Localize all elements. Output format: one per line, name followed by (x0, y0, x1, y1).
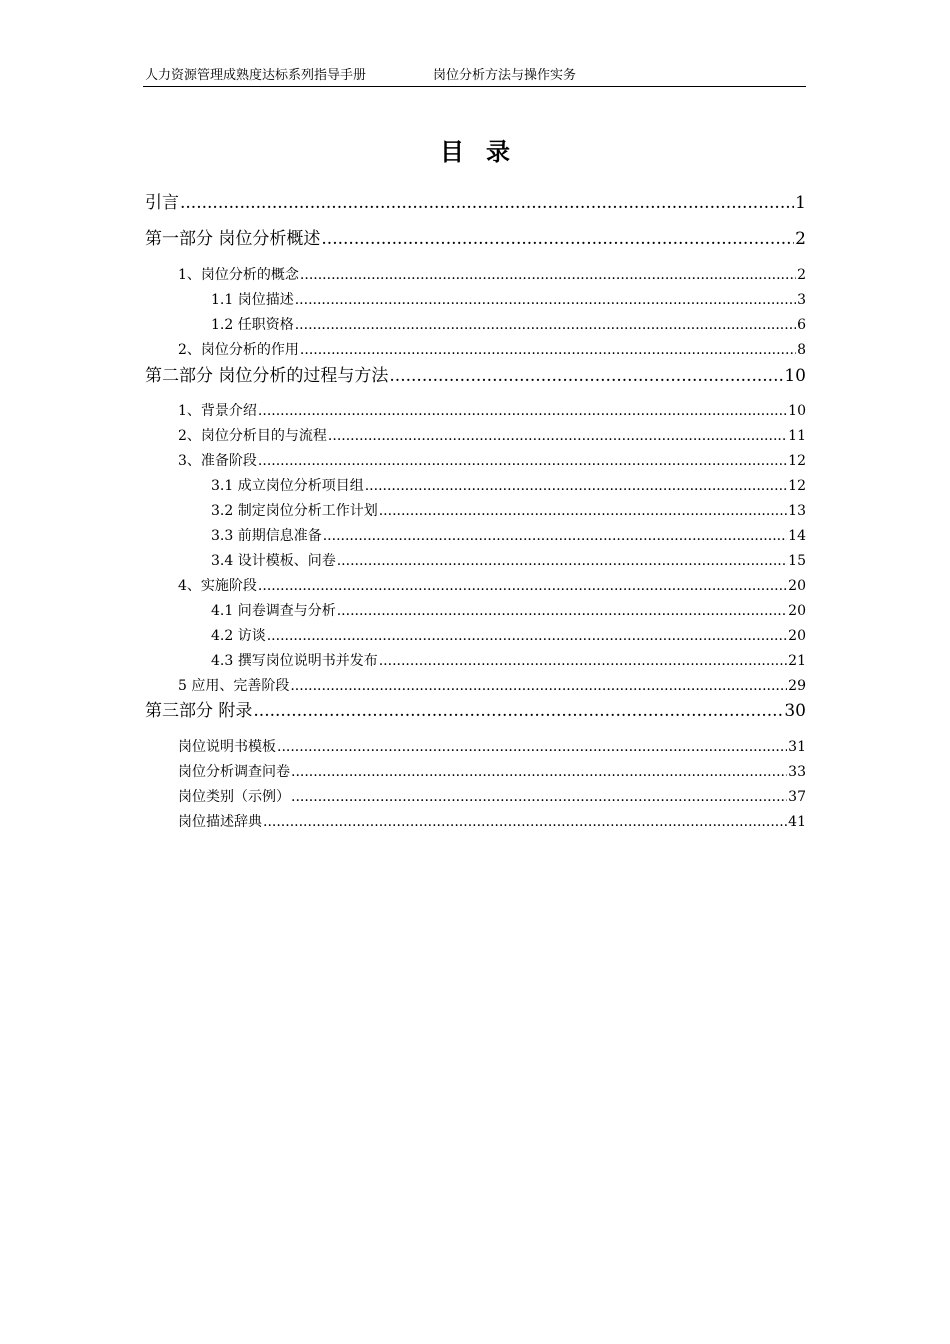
toc-entry[interactable] (211, 477, 806, 495)
toc-entry[interactable] (178, 813, 806, 831)
toc-entry[interactable] (145, 365, 806, 387)
toc-leader-dots (300, 266, 796, 284)
toc-page-number: 10 (784, 366, 806, 386)
toc-leader-dots (389, 365, 783, 387)
toc-leader-dots (337, 602, 787, 620)
toc-entry-label: 岗位分析调查问卷 (178, 764, 290, 780)
toc-leader-dots (379, 652, 787, 670)
header-manual-series: 人力资源管理成熟度达标系列指导手册 (145, 68, 367, 83)
toc-page-number: 2 (797, 267, 806, 283)
toc-entry[interactable] (178, 427, 806, 445)
toc-entry[interactable] (211, 316, 806, 334)
toc-entry-label: 第二部分 岗位分析的过程与方法 (145, 366, 389, 386)
toc-entry-label: 岗位类别（示例） (178, 789, 290, 805)
toc-page-number: 41 (788, 814, 806, 830)
toc-page-number: 3 (797, 292, 806, 308)
toc-entry-label: 1.2 任职资格 (211, 317, 294, 333)
toc-entry-label: 2、岗位分析的作用 (178, 342, 299, 358)
header-document-title: 岗位分析方法与操作实务 (433, 68, 577, 83)
toc-entry-label: 岗位描述辞典 (178, 814, 262, 830)
toc-entry[interactable] (178, 577, 806, 595)
toc-page-number: 37 (788, 789, 806, 805)
toc-leader-dots (267, 627, 787, 645)
toc-entry[interactable] (178, 402, 806, 420)
toc-entry[interactable] (145, 700, 806, 722)
toc-entry[interactable] (211, 602, 806, 620)
toc-page-number: 21 (788, 653, 806, 669)
toc-leader-dots (379, 502, 787, 520)
toc-page-number: 30 (784, 701, 806, 721)
toc-page-number: 33 (788, 764, 806, 780)
toc-leader-dots (258, 452, 787, 470)
toc-leader-dots (290, 677, 787, 695)
toc-leader-dots (291, 788, 787, 806)
toc-entry-label: 5 应用、完善阶段 (178, 678, 290, 694)
toc-entry[interactable] (178, 266, 806, 284)
toc-entry-label: 3.2 制定岗位分析工作计划 (211, 503, 378, 519)
toc-entry-label: 1.1 岗位描述 (211, 292, 294, 308)
toc-page-number: 31 (788, 739, 806, 755)
toc-entry[interactable] (211, 291, 806, 309)
toc-page-number: 15 (788, 553, 806, 569)
toc-leader-dots (295, 291, 796, 309)
toc-entry[interactable] (211, 552, 806, 570)
toc-entry[interactable] (178, 788, 806, 806)
toc-entry-label: 岗位说明书模板 (178, 739, 276, 755)
toc-entry[interactable] (178, 452, 806, 470)
toc-leader-dots (328, 427, 787, 445)
toc-entry-label: 引言 (145, 193, 179, 213)
toc-entry-label: 2、岗位分析目的与流程 (178, 428, 327, 444)
toc-entry[interactable] (178, 738, 806, 756)
toc-leader-dots (295, 316, 796, 334)
toc-entry-label: 3.3 前期信息准备 (211, 528, 322, 544)
toc-leader-dots (291, 763, 787, 781)
toc-page-number: 29 (788, 678, 806, 694)
toc-entry[interactable] (211, 502, 806, 520)
toc-entry-label: 3、准备阶段 (178, 453, 257, 469)
toc-entry[interactable] (211, 527, 806, 545)
toc-leader-dots (258, 577, 787, 595)
toc-leader-dots (180, 192, 794, 214)
toc-page-number: 20 (788, 578, 806, 594)
toc-leader-dots (263, 813, 787, 831)
toc-entry-label: 4.2 访谈 (211, 628, 266, 644)
toc-entry-label: 1、岗位分析的概念 (178, 267, 299, 283)
toc-entry-label: 4.1 问卷调查与分析 (211, 603, 336, 619)
toc-entry-label: 4、实施阶段 (178, 578, 257, 594)
toc-page-number: 20 (788, 603, 806, 619)
toc-entry[interactable] (145, 192, 806, 214)
toc-leader-dots (321, 228, 794, 250)
toc-entry[interactable] (178, 763, 806, 781)
toc-page-number: 14 (788, 528, 806, 544)
toc-leader-dots (300, 341, 796, 359)
toc-page-number: 10 (788, 403, 806, 419)
toc-entry[interactable] (145, 228, 806, 250)
toc-leader-dots (365, 477, 787, 495)
toc-leader-dots (337, 552, 787, 570)
toc-page-number: 2 (795, 229, 806, 249)
toc-entry-label: 3.1 成立岗位分析项目组 (211, 478, 364, 494)
toc-entry-label: 1、背景介绍 (178, 403, 257, 419)
toc-entry[interactable] (178, 341, 806, 359)
toc-title: 目录 (440, 137, 532, 166)
toc-page-number: 12 (788, 453, 806, 469)
toc-page-number: 1 (795, 193, 806, 213)
toc-leader-dots (323, 527, 787, 545)
toc-entry[interactable] (211, 627, 806, 645)
toc-entry-label: 第三部分 附录 (145, 701, 253, 721)
toc-page-number: 12 (788, 478, 806, 494)
toc-page-number: 6 (797, 317, 806, 333)
toc-page-number: 20 (788, 628, 806, 644)
toc-leader-dots (277, 738, 787, 756)
toc-page-number: 11 (788, 428, 806, 444)
toc-entry[interactable] (178, 677, 806, 695)
toc-entry-label: 3.4 设计模板、问卷 (211, 553, 336, 569)
toc-leader-dots (253, 700, 783, 722)
toc-entry[interactable] (211, 652, 806, 670)
toc-leader-dots (258, 402, 787, 420)
toc-page-number: 8 (797, 342, 806, 358)
toc-entry-label: 4.3 撰写岗位说明书并发布 (211, 653, 378, 669)
toc-page-number: 13 (788, 503, 806, 519)
toc-entry-label: 第一部分 岗位分析概述 (145, 229, 321, 249)
